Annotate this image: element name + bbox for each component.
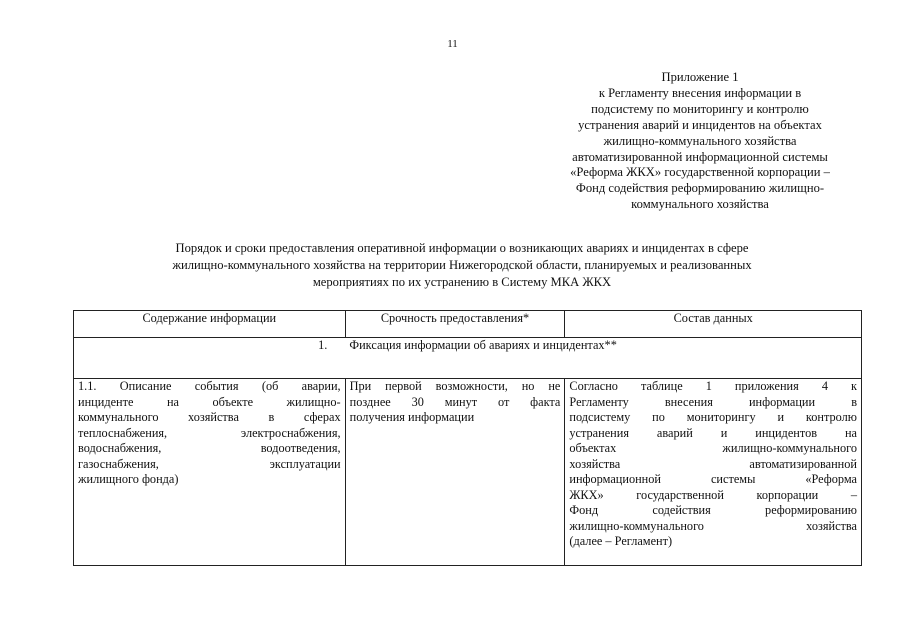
appendix-line: Приложение 1 [661,70,739,84]
cell-line: информационной системы «Реформа [569,472,857,486]
cell-line: устранения аварий и инцидентов на [569,425,857,440]
appendix-line: автоматизированной информационной системы [572,149,828,164]
appendix-line: жилищно-коммунального хозяйства [603,133,797,148]
appendix-line: устранения аварий и инцидентов на объектах [578,117,822,132]
cell-line: ЖКХ» государственной корпорации – [569,487,857,502]
column-header-urgency: Срочность предоставления* [345,311,565,338]
cell-line: теплоснабжения, электроснабжения, [78,425,341,440]
appendix-line: подсистему по мониторингу и контролю [591,101,809,116]
section-number: 1. [318,338,328,352]
cell-urgency [345,379,565,566]
cell-line: получения информации [349,410,475,424]
title-line: Порядок и сроки предоставления оперативной информации о возникающих авариях и инцидентах в сфере [175,241,749,255]
cell-line: Регламенту внесения информации в [569,394,857,409]
title-line: жилищно-коммунального хозяйства на территории Нижегородской области, планируемых и реализованных [172,258,752,272]
cell-line: коммунального хозяйства в сферах [78,410,341,424]
cell-line: 1.1. Описание события (об аварии, [78,379,341,393]
cell-data [565,379,862,566]
cell-line: объектах жилищно-коммунального [569,441,857,455]
page-number: 11 [447,38,458,50]
appendix-line: коммунального хозяйства [631,197,769,212]
appendix-line: Фонд содействия реформированию жилищно- [575,181,825,196]
document-title [82,240,842,291]
cell-line: водоснабжения, водоотведения, [78,441,341,455]
column-header-content: Содержание информации [74,311,346,338]
cell-line: хозяйства автоматизированной [569,456,857,471]
column-header-data: Состав данных [565,311,862,338]
section-label: Фиксация информации об авариях и инцидентах** [349,338,617,352]
appendix-line: к Регламенту внесения информации в [598,85,802,100]
cell-line: Фонд содействия реформированию [569,503,857,517]
section-row [74,338,862,379]
table-header-row [74,311,862,338]
cell-line: При первой возможности, но не [349,379,561,393]
cell-line: инциденте на объекте жилищно- [78,394,341,409]
section-cell [74,338,862,379]
cell-line: позднее 30 минут от факта [349,394,561,409]
cell-line: подсистему по мониторингу и контролю [569,410,857,424]
table-row [74,379,862,566]
cell-line: Согласно таблице 1 приложения 4 к [569,379,857,393]
appendix-line: «Реформа ЖКХ» государственной корпорации – [570,165,830,180]
info-table [73,310,862,566]
cell-content [74,379,346,566]
cell-line: газоснабжения, эксплуатации [78,456,341,471]
cell-line: (далее – Регламент) [569,534,673,548]
cell-line: жилищного фонда) [78,472,179,486]
cell-line: жилищно-коммунального хозяйства [569,518,857,533]
title-line: мероприятиях по их устранению в Систему МКА ЖКХ [312,275,612,289]
appendix-header [535,70,865,213]
